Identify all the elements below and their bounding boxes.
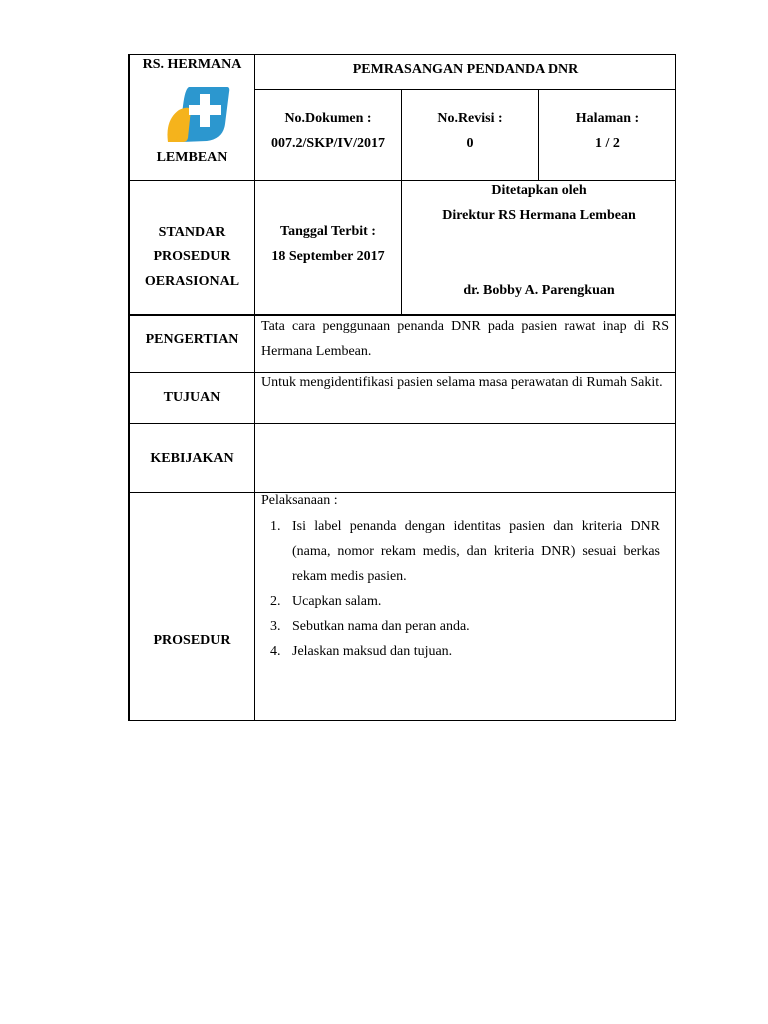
hospital-name-top: RS. HERMANA (142, 57, 242, 72)
approver-title: Direktur RS Hermana Lembean (442, 208, 636, 223)
list-item (261, 639, 660, 664)
list-item (261, 514, 660, 589)
hospital-cross-leaf-logo-icon (165, 84, 231, 144)
step-number: 3. (270, 619, 281, 634)
document-title: PEMRASANGAN PENDANDA DNR (352, 62, 579, 77)
list-item (261, 589, 660, 614)
step-text: Sebutkan nama dan peran anda. (292, 619, 470, 634)
tujuan-text: Untuk mengidentifikasi pasien selama masa perawatan di Rumah Sakit. (261, 375, 663, 390)
divider (254, 89, 676, 90)
approver-name: dr. Bobby A. Parengkuan (463, 283, 615, 298)
prosedur-steps (261, 514, 660, 664)
prosedur-intro: Pelaksanaan : (261, 493, 338, 508)
divider (128, 180, 676, 181)
tujuan-label: TUJUAN (163, 390, 221, 405)
sop-label-line3: OERASIONAL (144, 274, 240, 289)
page-label: Halaman : (575, 111, 640, 126)
approved-by-label: Ditetapkan oleh (491, 183, 587, 198)
pengertian-text: Tata cara penggunaan penanda DNR pada pasien rawat inap di RS Hermana Lembean. (261, 319, 669, 359)
divider (254, 54, 255, 721)
divider (128, 423, 676, 424)
issue-date-label: Tanggal Terbit : (280, 224, 376, 239)
pengertian-label: PENGERTIAN (145, 332, 239, 347)
list-item (261, 614, 660, 639)
step-number: 4. (270, 644, 281, 659)
step-number: 2. (270, 594, 281, 609)
step-number: 1. (270, 519, 281, 534)
prosedur-label: PROSEDUR (153, 633, 231, 648)
hospital-logo (165, 84, 231, 144)
issue-date-value: 18 September 2017 (271, 249, 385, 264)
divider (128, 492, 676, 493)
page-value: 1 / 2 (595, 136, 620, 151)
sop-label-line1: STANDAR (158, 225, 226, 240)
sop-label-line2: PROSEDUR (153, 249, 231, 264)
kebijakan-label: KEBIJAKAN (150, 451, 234, 466)
doc-number-label: No.Dokumen : (284, 111, 372, 126)
revision-value: 0 (466, 136, 474, 151)
revision-label: No.Revisi : (437, 111, 503, 126)
hospital-name-bottom: LEMBEAN (156, 150, 228, 165)
step-text: Isi label penanda dengan identitas pasien dan kriteria DNR (nama, nomor rekam medis, dan kriteria DNR) sesuai berkas rekam medis pasien. (292, 519, 660, 584)
doc-number-value: 007.2/SKP/IV/2017 (271, 136, 385, 151)
step-text: Jelaskan maksud dan tujuan. (292, 644, 453, 659)
step-text: Ucapkan salam. (292, 594, 382, 609)
